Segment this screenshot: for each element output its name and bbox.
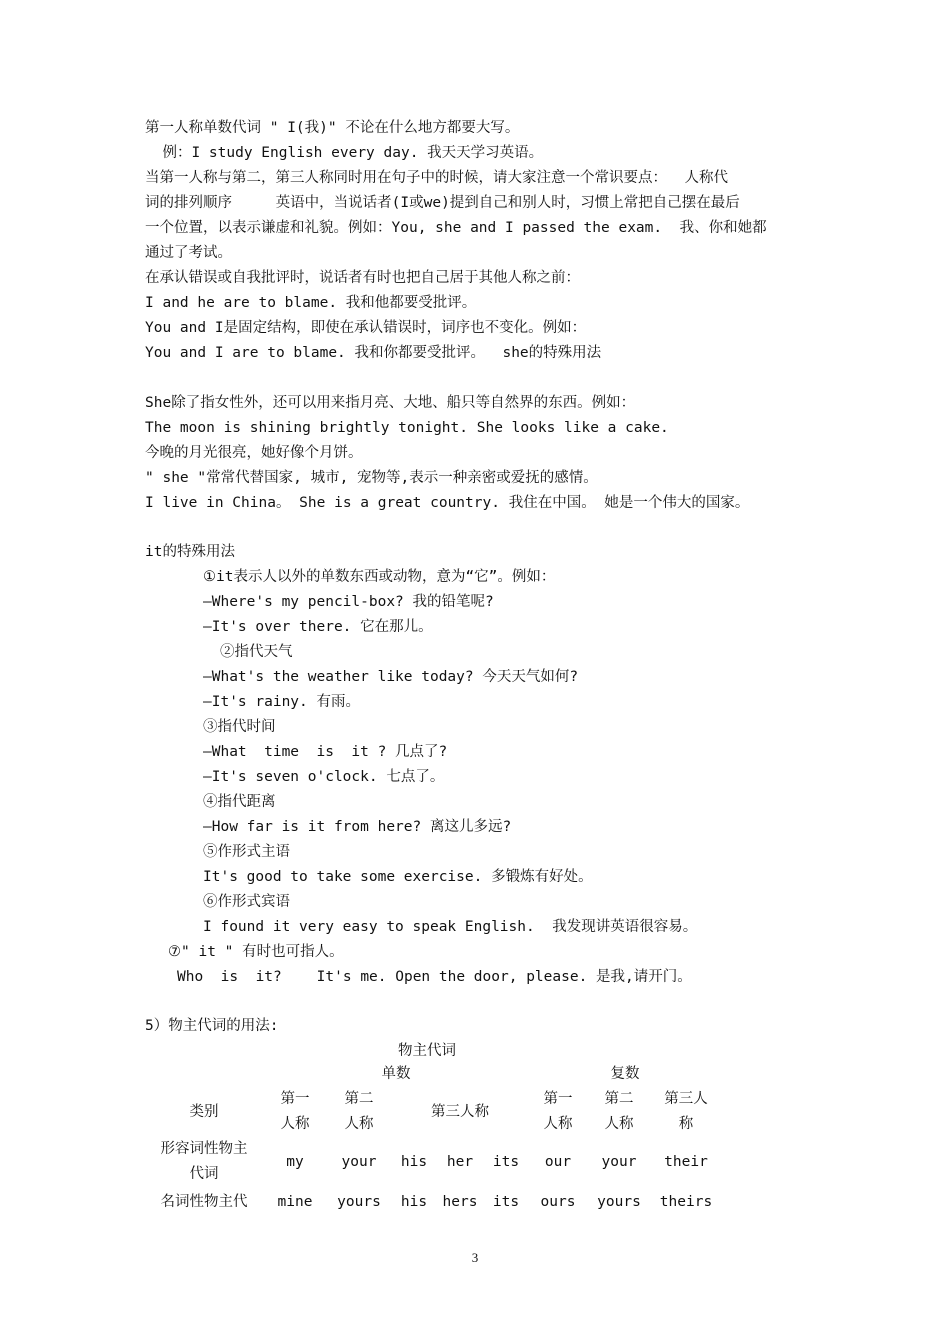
text-line: ⑥作形式宾语 <box>203 894 290 910</box>
header-person2: 第二 人称 <box>344 1091 374 1132</box>
table-row <box>145 1137 721 1187</box>
table-cell: hers <box>442 1193 478 1210</box>
text-line: —Where's my pencil-box? 我的铅笔呢? <box>203 594 494 610</box>
table-cell: its <box>492 1153 520 1170</box>
text-line: —What time is it ? 几点了? <box>203 744 448 760</box>
header-person3-plural: 第三人 称 <box>664 1091 708 1132</box>
table-cell: my <box>286 1153 304 1170</box>
table-cell: your <box>341 1153 377 1170</box>
text-line: 通过了考试。 <box>145 245 232 261</box>
text-line: 例：I study English every day. 我天天学习英语。 <box>145 145 544 161</box>
text-line: " she "常常代替国家, 城市, 宠物等,表示一种亲密或爱抚的感情。 <box>145 470 598 486</box>
text-line: 在承认错误或自我批评时，说话者有时也把自己居于其他人称之前： <box>145 270 580 286</box>
table-row <box>145 1187 721 1217</box>
table-cell: her <box>446 1153 474 1170</box>
text-line: I found it very easy to speak English. 我发现讲英语很容易。 <box>203 919 698 935</box>
table-cell: ours <box>540 1193 576 1210</box>
text-line: The moon is shining brightly tonight. She looks like a cake. <box>145 420 669 436</box>
text-line: You and I are to blame. 我和你都要受批评。 she的特殊用法 <box>145 345 602 361</box>
text-line: I live in China。 She is a great country. 我住在中国。 她是一个伟大的国家。 <box>145 495 750 511</box>
section-heading: 5）物主代词的用法: <box>145 1018 279 1034</box>
text-line: —How far is it from here? 离这儿多远? <box>203 819 512 835</box>
page-number: 3 <box>471 1250 479 1265</box>
section-heading: it的特殊用法 <box>145 544 235 560</box>
table-cell: your <box>601 1153 637 1170</box>
table-cell: mine <box>277 1193 313 1210</box>
text-line: ③指代时间 <box>203 719 276 735</box>
table-cell: his <box>400 1153 428 1170</box>
possessive-pronoun-table <box>145 1062 721 1217</box>
header-person2-plural: 第二 人称 <box>604 1091 634 1132</box>
row-label-adjective: 形容词性物主 代词 <box>160 1141 248 1182</box>
header-person3: 第三人称 <box>431 1103 489 1120</box>
text-line: ⑤作形式主语 <box>203 844 290 860</box>
text-line: I and he are to blame. 我和他都要受批评。 <box>145 295 477 311</box>
table-caption: 物主代词 <box>398 1043 456 1059</box>
text-line: 今晚的月光很亮，她好像个月饼。 <box>145 445 363 461</box>
header-person1: 第一 人称 <box>280 1091 310 1132</box>
table-cell: yours <box>337 1193 381 1210</box>
row-label-noun: 名词性物主代 <box>160 1193 248 1210</box>
text-line: ②指代天气 <box>220 644 293 660</box>
table-cell: their <box>664 1153 708 1170</box>
header-plural: 复数 <box>610 1066 640 1082</box>
text-line: —It's over there. 它在那儿。 <box>203 619 433 635</box>
table-cell: its <box>492 1193 520 1210</box>
text-line: —It's seven o'clock. 七点了。 <box>203 769 445 785</box>
text-line: She除了指女性外，还可以用来指月亮、大地、船只等自然界的东西。例如： <box>145 395 636 411</box>
text-line: ①it表示人以外的单数东西或动物，意为“它”。例如： <box>203 569 556 585</box>
text-line: 当第一人称与第二，第三人称同时用在句子中的时候，请大家注意一个常识要点： 人称代 <box>145 170 728 186</box>
table-cell: our <box>544 1153 572 1170</box>
table-cell: his <box>400 1193 428 1210</box>
text-line: 一个位置，以表示谦虚和礼貌。例如：You, she and I passed the exam. 我、你和她都 <box>145 220 767 236</box>
header-singular: 单数 <box>381 1066 411 1082</box>
table-cell: theirs <box>659 1193 713 1210</box>
text-line: —What's the weather like today? 今天天气如何? <box>203 669 579 685</box>
text-line: 第一人称单数代词 " I(我)" 不论在什么地方都要大写。 <box>145 120 520 136</box>
text-line: 词的排列顺序 英语中，当说话者(I或we)提到自己和别人时，习惯上常把自己摆在最后 <box>145 195 740 211</box>
table-cell: yours <box>597 1193 641 1210</box>
text-line: ⑦" it " 有时也可指人。 <box>168 944 344 960</box>
text-line: You and I是固定结构，即使在承认错误时，词序也不变化。例如： <box>145 320 587 336</box>
text-line: ④指代距离 <box>203 794 276 810</box>
text-line: It's good to take some exercise. 多锻炼有好处。 <box>203 869 593 885</box>
header-person1-plural: 第一 人称 <box>543 1091 573 1132</box>
text-line: —It's rainy. 有雨。 <box>203 694 360 710</box>
header-category: 类别 <box>189 1103 219 1120</box>
text-line: Who is it? It's me. Open the door, please. 是我,请开门。 <box>177 969 692 985</box>
